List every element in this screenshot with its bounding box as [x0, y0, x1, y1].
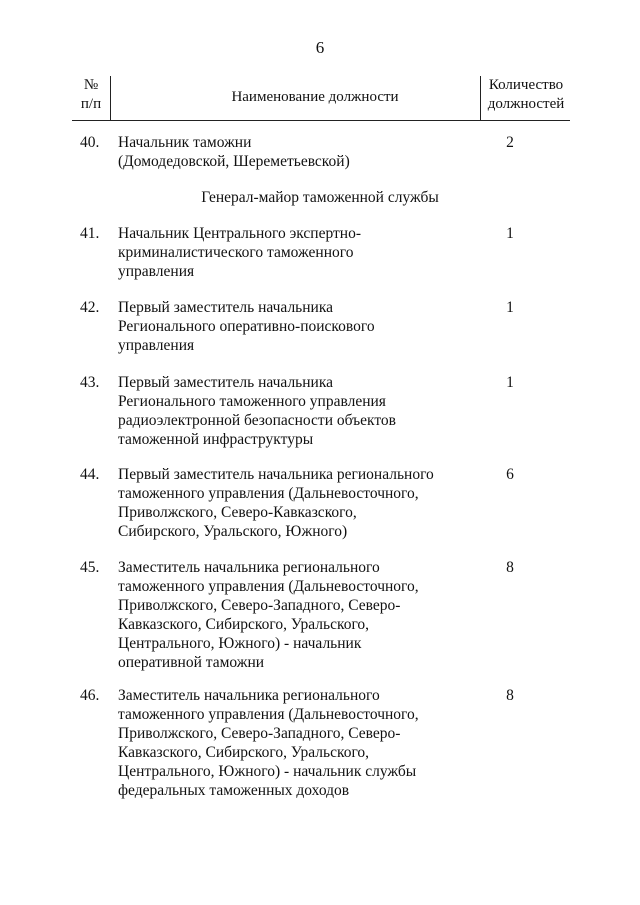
row-position-name: Начальник Центрального экспертно- криминалистического таможенного управления [118, 225, 361, 280]
row-count: 1 [506, 299, 514, 316]
row-number: 44. [80, 466, 100, 483]
row-count: 1 [506, 225, 514, 242]
row-position-name: Заместитель начальника регионального таможенного управления (Дальневосточного, Приволжского, Северо-Западного, Северо- Кавказского, Сибирского, Уральского, Центрального, Южного) - начальник службы федеральных таможенных доходов [118, 687, 419, 799]
row-position-name: Первый заместитель начальника регионального таможенного управления (Дальневосточного, Приволжского, Северо-Кавказского, Сибирского, Уральского, Южного) [118, 466, 434, 540]
row-position-name: Начальник таможни (Домодедовской, Шереметьевской) [118, 134, 350, 170]
row-count: 8 [506, 559, 514, 576]
section-title: Генерал-майор таможенной службы [201, 189, 439, 206]
row-number: 45. [80, 559, 100, 576]
column-header-number: № п/п [72, 76, 111, 120]
row-number: 41. [80, 225, 100, 242]
table-header [72, 74, 570, 121]
row-number: 42. [80, 299, 100, 316]
row-count: 8 [506, 687, 514, 704]
row-number: 46. [80, 687, 100, 704]
page-number: 6 [315, 38, 325, 57]
row-number: 40. [80, 134, 100, 151]
row-count: 6 [506, 466, 514, 483]
column-header-position-name: Наименование должности [231, 89, 399, 105]
row-position-name: Первый заместитель начальника Регионального оперативно-поискового управления [118, 299, 375, 354]
row-count: 2 [506, 134, 514, 151]
row-count: 1 [506, 374, 514, 391]
row-number: 43. [80, 374, 100, 391]
row-position-name: Заместитель начальника регионального таможенного управления (Дальневосточного, Приволжского, Северо-Западного, Северо- Кавказского, Сибирского, Уральского, Центрального, Южного) - начальник оперативной таможни [118, 559, 419, 671]
column-header-count: Количество должностей [480, 76, 571, 120]
row-position-name: Первый заместитель начальника Регионального таможенного управления радиоэлектронной безопасности объектов таможенной инфраструктуры [118, 374, 396, 448]
